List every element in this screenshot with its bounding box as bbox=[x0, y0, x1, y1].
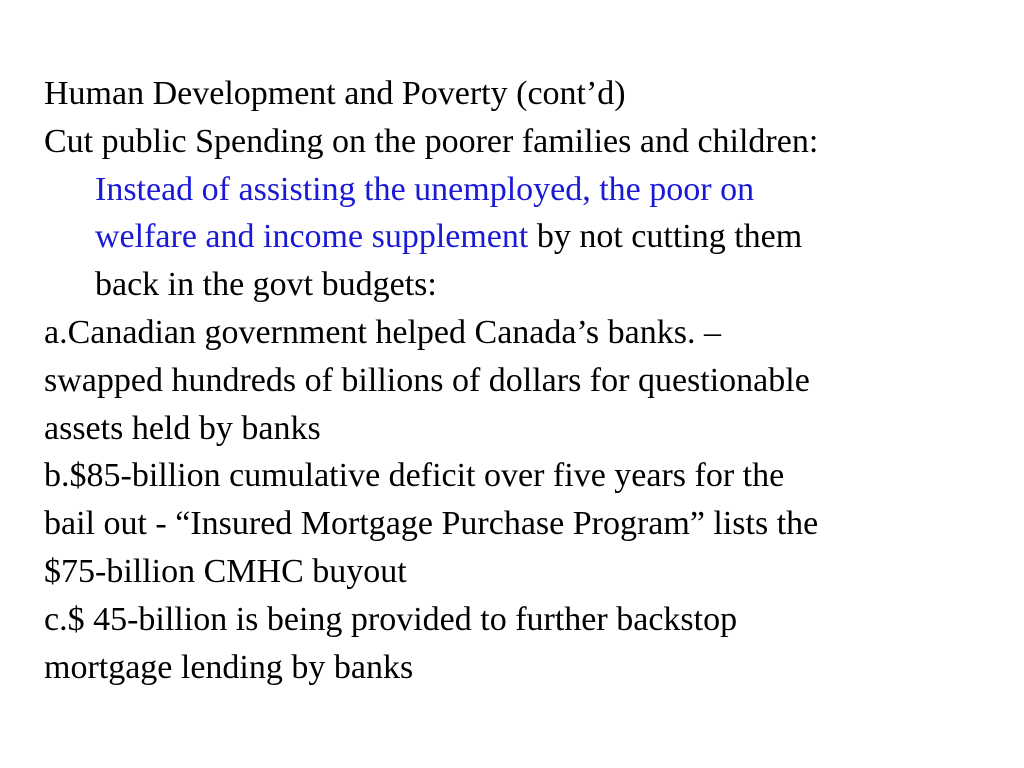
item-b-line-1: b.$85-billion cumulative deficit over five years for the bbox=[44, 457, 785, 495]
highlight-text: welfare and income supplement bbox=[95, 218, 529, 256]
slide-title: Human Development and Poverty (cont’d) bbox=[44, 75, 626, 112]
after-highlight-text: by not cutting them bbox=[528, 218, 803, 256]
item-a-line-3: assets held by banks bbox=[44, 409, 321, 447]
highlight-line-1: Instead of assisting the unemployed, the poor on bbox=[95, 170, 755, 208]
item-a-line-2: swapped hundreds of billions of dollars for questionable bbox=[44, 361, 810, 399]
item-a-line-1: a.Canadian government helped Canada’s banks. – bbox=[44, 313, 721, 351]
highlight-line-2 bbox=[44, 213, 1004, 261]
item-b-line-3: $75-billion CMHC buyout bbox=[44, 552, 407, 590]
slide-body bbox=[44, 70, 1004, 691]
continuation-line: back in the govt budgets: bbox=[95, 266, 437, 304]
item-b-line-2: bail out - “Insured Mortgage Purchase Program” lists the bbox=[44, 505, 819, 543]
item-c-line-2: mortgage lending by banks bbox=[44, 648, 414, 686]
item-c-line-1: c.$ 45-billion is being provided to further backstop bbox=[44, 600, 738, 638]
intro-line: Cut public Spending on the poorer families and children: bbox=[44, 122, 819, 160]
